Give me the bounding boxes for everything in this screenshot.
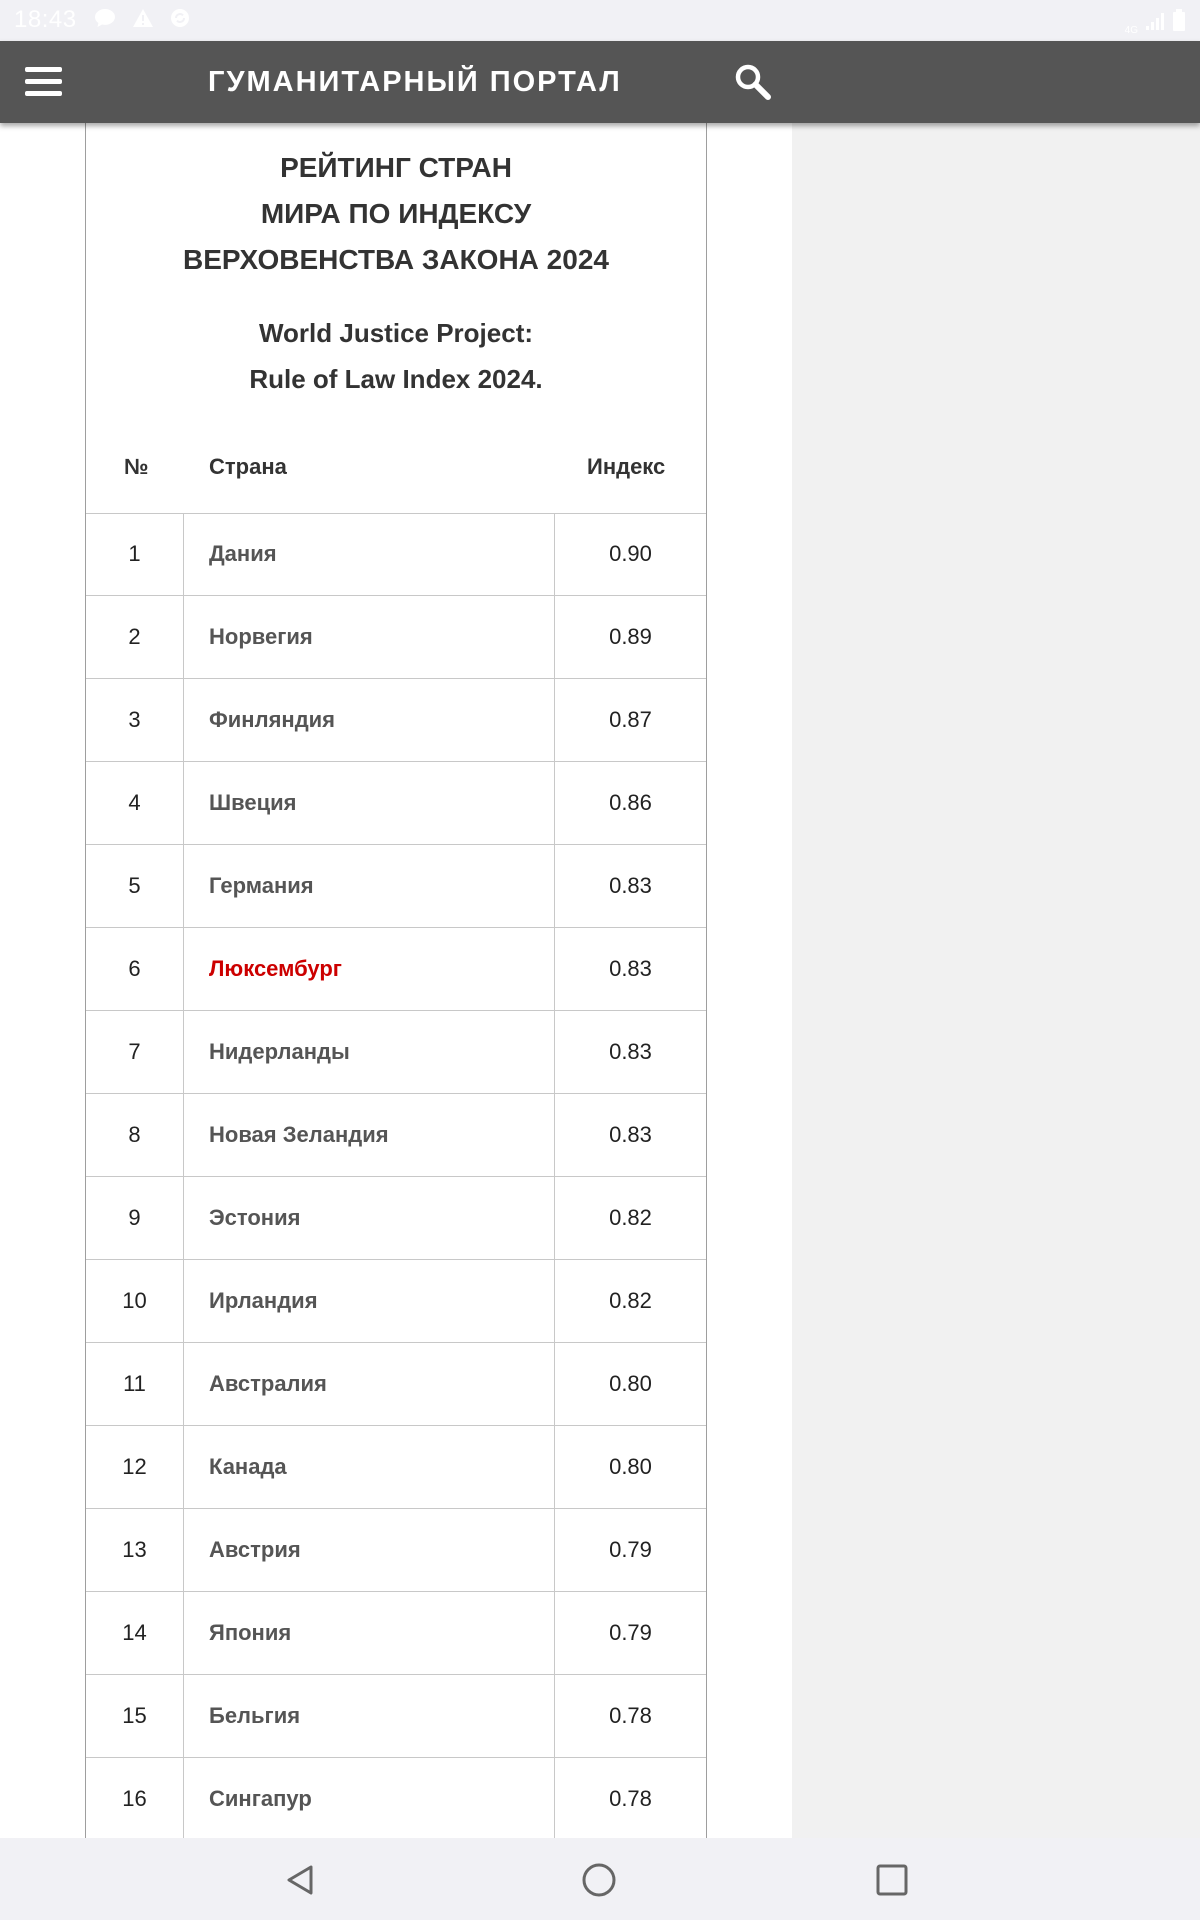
- rank-cell: 3: [86, 679, 184, 761]
- recents-icon[interactable]: [870, 1858, 914, 1902]
- rank-cell: 6: [86, 928, 184, 1010]
- table-row: [86, 679, 706, 762]
- index-cell: 0.89: [609, 624, 652, 649]
- signal-icon: [1144, 11, 1166, 36]
- navigation-bar: [0, 1838, 1200, 1920]
- index-cell: 0.87: [609, 707, 652, 732]
- article-content: [0, 123, 1200, 1838]
- app-bar: [0, 41, 1200, 123]
- country-cell: Эстония: [183, 1177, 555, 1259]
- right-margin: [792, 123, 1200, 1838]
- chat-bubble-icon: [94, 8, 116, 33]
- status-notification-icons: [94, 8, 190, 33]
- search-icon[interactable]: [732, 61, 774, 103]
- rank-cell: 9: [86, 1177, 184, 1259]
- index-cell: 0.83: [609, 1039, 652, 1064]
- country-cell: Норвегия: [183, 596, 555, 678]
- rank-cell: 14: [86, 1592, 184, 1674]
- table-row: [86, 1094, 706, 1177]
- table-row: [86, 928, 706, 1011]
- country-cell: Дания: [183, 513, 555, 595]
- table-row: [86, 1509, 706, 1592]
- index-cell: 0.78: [609, 1786, 652, 1811]
- sync-icon: [170, 8, 190, 33]
- rank-cell: 15: [86, 1675, 184, 1757]
- index-cell: 0.80: [609, 1454, 652, 1479]
- index-cell: 0.79: [609, 1620, 652, 1645]
- rank-cell: 2: [86, 596, 184, 678]
- ranking-table: [86, 513, 706, 1838]
- country-cell: Германия: [183, 845, 555, 927]
- country-cell: Нидерланды: [183, 1011, 555, 1093]
- rank-cell: 1: [86, 513, 184, 595]
- index-cell: 0.82: [609, 1288, 652, 1313]
- ranking-card: [85, 123, 707, 1838]
- home-icon[interactable]: [577, 1858, 621, 1902]
- app-title[interactable]: ГУМАНИТАРНЫЙ ПОРТАЛ: [208, 66, 622, 98]
- article-title: [86, 145, 706, 283]
- table-row: [86, 1426, 706, 1509]
- table-row: [86, 1675, 706, 1758]
- table-row: [86, 596, 706, 679]
- table-row: [86, 1343, 706, 1426]
- country-cell: Австрия: [183, 1509, 555, 1591]
- table-row: [86, 1011, 706, 1094]
- network-type-icon: 4G: [1124, 25, 1138, 36]
- table-row: [86, 762, 706, 845]
- table-row: [86, 1177, 706, 1260]
- rank-cell: 4: [86, 762, 184, 844]
- header-num: №: [124, 454, 149, 479]
- battery-icon: [1172, 9, 1186, 36]
- back-icon[interactable]: [279, 1858, 323, 1902]
- index-cell: 0.79: [609, 1537, 652, 1562]
- index-cell: 0.80: [609, 1371, 652, 1396]
- table-header: [86, 435, 706, 514]
- title-line: МИРА ПО ИНДЕКСУ: [260, 198, 532, 229]
- title-line: ВЕРХОВЕНСТВА ЗАКОНА 2024: [183, 244, 609, 275]
- status-bar: [0, 0, 1200, 41]
- hamburger-menu-icon[interactable]: [25, 64, 62, 98]
- table-row: [86, 1592, 706, 1675]
- country-cell: Швеция: [183, 762, 555, 844]
- header-index: Индекс: [587, 454, 666, 479]
- country-cell: Финляндия: [183, 679, 555, 761]
- rank-cell: 8: [86, 1094, 184, 1176]
- rank-cell: 7: [86, 1011, 184, 1093]
- index-cell: 0.82: [609, 1205, 652, 1230]
- index-cell: 0.83: [609, 873, 652, 898]
- country-cell: Япония: [183, 1592, 555, 1674]
- table-row: [86, 845, 706, 928]
- status-time: 18:43: [14, 6, 77, 33]
- country-cell: Новая Зеландия: [183, 1094, 555, 1176]
- table-row: [86, 1758, 706, 1838]
- rank-cell: 16: [86, 1758, 184, 1838]
- country-cell[interactable]: Люксембург: [183, 928, 555, 1010]
- index-cell: 0.83: [609, 1122, 652, 1147]
- subtitle-line: Rule of Law Index 2024.: [249, 364, 543, 394]
- warning-icon: [132, 8, 154, 33]
- index-cell: 0.83: [609, 956, 652, 981]
- rank-cell: 11: [86, 1343, 184, 1425]
- rank-cell: 12: [86, 1426, 184, 1508]
- country-cell: Сингапур: [183, 1758, 555, 1838]
- country-cell: Канада: [183, 1426, 555, 1508]
- article-subtitle: [86, 310, 706, 402]
- country-cell: Австралия: [183, 1343, 555, 1425]
- rank-cell: 13: [86, 1509, 184, 1591]
- country-cell: Ирландия: [183, 1260, 555, 1342]
- table-row: [86, 1260, 706, 1343]
- rank-cell: 5: [86, 845, 184, 927]
- index-cell: 0.78: [609, 1703, 652, 1728]
- title-line: РЕЙТИНГ СТРАН: [280, 152, 512, 183]
- country-cell: Бельгия: [183, 1675, 555, 1757]
- subtitle-line: World Justice Project:: [258, 318, 534, 348]
- index-cell: 0.86: [609, 790, 652, 815]
- table-row: [86, 513, 706, 596]
- rank-cell: 10: [86, 1260, 184, 1342]
- index-cell: 0.90: [609, 541, 652, 566]
- header-country: Страна: [209, 454, 287, 479]
- status-system-icons: [1125, 9, 1186, 36]
